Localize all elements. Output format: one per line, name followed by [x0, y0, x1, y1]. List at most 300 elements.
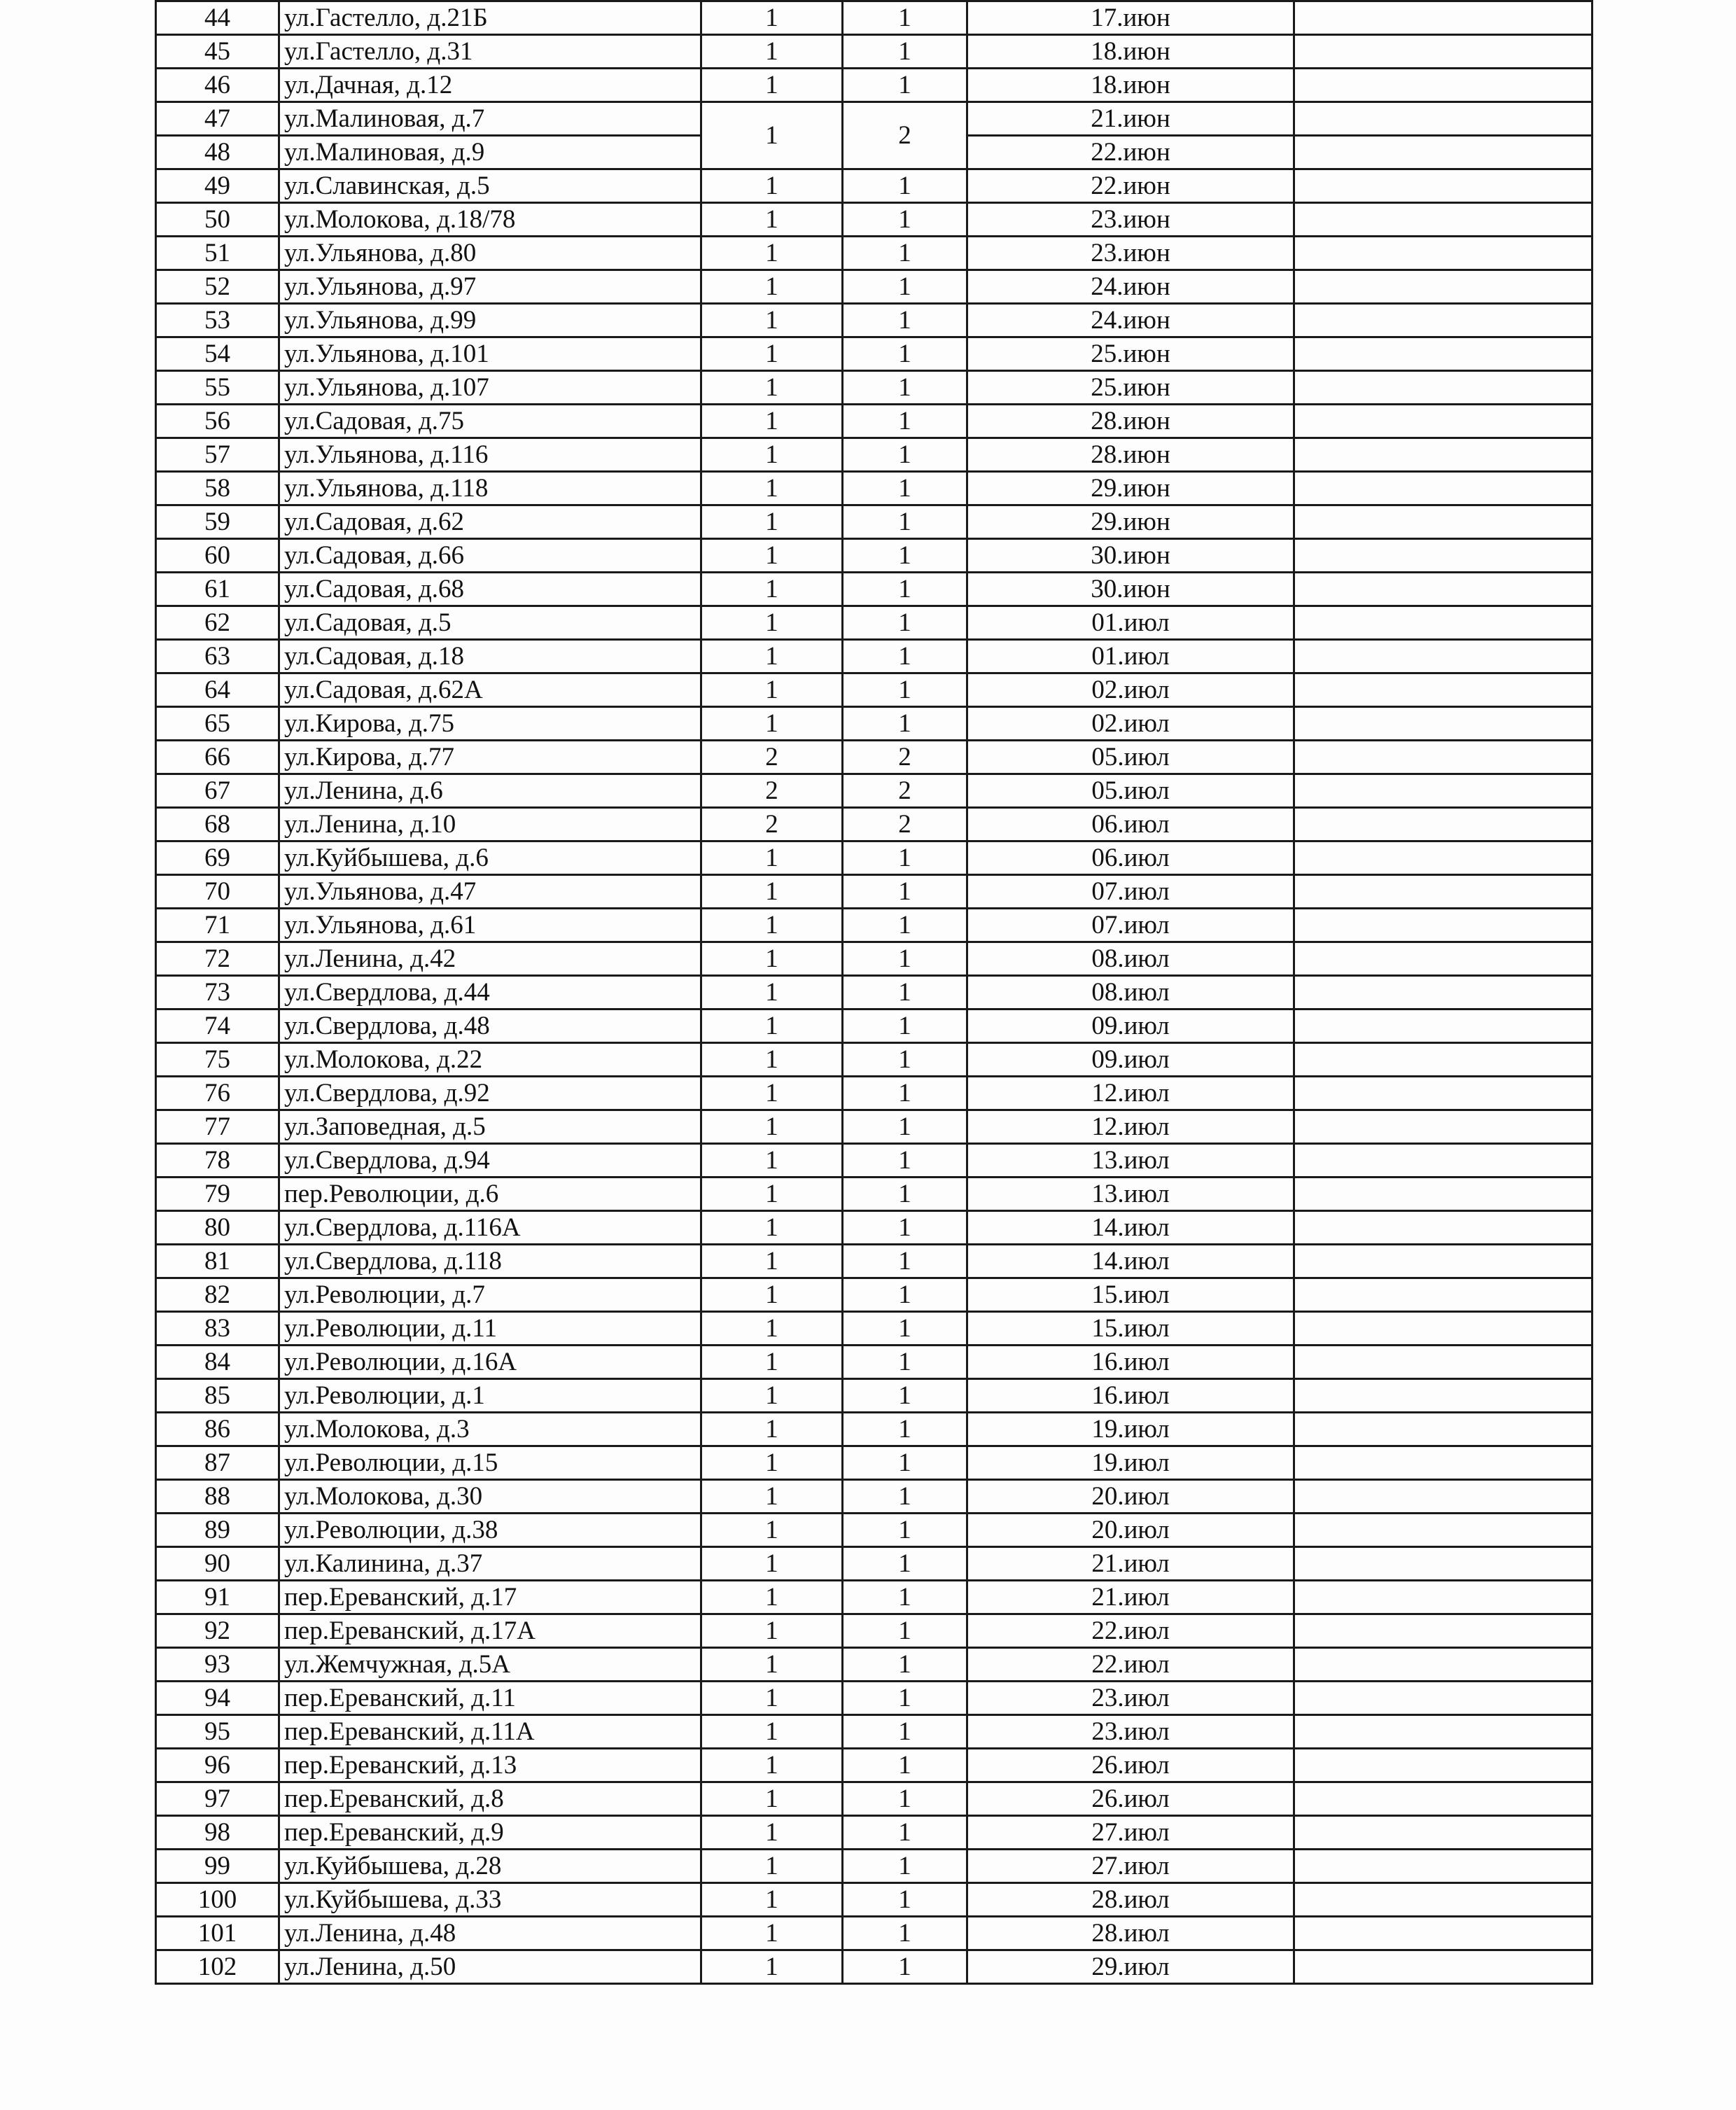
date-cell: 26.июл [967, 1782, 1294, 1816]
empty-cell [1294, 102, 1592, 136]
count-a-cell: 1 [701, 1009, 843, 1043]
count-b-cell: 1 [843, 169, 967, 203]
count-b-cell: 1 [843, 1211, 967, 1245]
count-a-cell: 1 [701, 942, 843, 976]
table-row [156, 606, 1592, 640]
date-cell: 16.июл [967, 1346, 1294, 1379]
table-row [156, 1850, 1592, 1883]
date-cell: 05.июл [967, 774, 1294, 808]
count-b-cell: 1 [843, 472, 967, 505]
address-cell: ул.Революции, д.11 [279, 1312, 701, 1346]
empty-cell [1294, 1782, 1592, 1816]
count-b-cell: 1 [843, 1682, 967, 1715]
count-a-cell: 1 [701, 1749, 843, 1782]
address-cell: пер.Ереванский, д.13 [279, 1749, 701, 1782]
count-a-cell: 1 [701, 1850, 843, 1883]
table-row [156, 1245, 1592, 1278]
date-cell: 18.июн [967, 35, 1294, 69]
table-row [156, 1547, 1592, 1581]
row-number-cell: 51 [156, 237, 279, 270]
address-cell: ул.Калинина, д.37 [279, 1547, 701, 1581]
count-a-cell: 1 [701, 1178, 843, 1211]
table-row [156, 1278, 1592, 1312]
date-cell: 23.июл [967, 1682, 1294, 1715]
empty-cell [1294, 774, 1592, 808]
table-row [156, 1144, 1592, 1178]
count-a-cell: 1 [701, 1413, 843, 1446]
address-cell: ул.Ульянова, д.107 [279, 371, 701, 405]
count-a-cell: 1 [701, 1245, 843, 1278]
date-cell: 20.июл [967, 1514, 1294, 1547]
empty-cell [1294, 1178, 1592, 1211]
empty-cell [1294, 1648, 1592, 1682]
table-row [156, 371, 1592, 405]
row-number-cell: 87 [156, 1446, 279, 1480]
date-cell: 27.июл [967, 1816, 1294, 1850]
count-a-cell: 1 [701, 1278, 843, 1312]
table-row [156, 1581, 1592, 1614]
table-row [156, 741, 1592, 774]
table-row [156, 1514, 1592, 1547]
count-a-cell: 1 [701, 1682, 843, 1715]
count-b-cell: 1 [843, 976, 967, 1009]
row-number-cell: 77 [156, 1110, 279, 1144]
count-a-cell: 1 [701, 69, 843, 102]
date-cell: 12.июл [967, 1077, 1294, 1110]
row-number-cell: 48 [156, 136, 279, 169]
count-a-cell: 1 [701, 1648, 843, 1682]
count-b-cell: 2 [843, 741, 967, 774]
address-cell: пер.Ереванский, д.8 [279, 1782, 701, 1816]
address-cell: ул.Садовая, д.75 [279, 405, 701, 438]
empty-cell [1294, 606, 1592, 640]
count-a-cell: 1 [701, 1110, 843, 1144]
table-row [156, 102, 1592, 136]
address-cell: пер.Ереванский, д.11 [279, 1682, 701, 1715]
table-row [156, 1446, 1592, 1480]
address-cell: ул.Свердлова, д.94 [279, 1144, 701, 1178]
address-cell: ул.Жемчужная, д.5А [279, 1648, 701, 1682]
count-a-cell: 1 [701, 1917, 843, 1950]
date-cell: 27.июл [967, 1850, 1294, 1883]
address-cell: ул.Свердлова, д.48 [279, 1009, 701, 1043]
count-a-cell: 1 [701, 237, 843, 270]
address-cell: пер.Ереванский, д.9 [279, 1816, 701, 1850]
count-a-cell: 2 [701, 741, 843, 774]
address-cell: ул.Ульянова, д.118 [279, 472, 701, 505]
row-number-cell: 90 [156, 1547, 279, 1581]
table-row [156, 1413, 1592, 1446]
count-b-cell: 1 [843, 1144, 967, 1178]
table-row [156, 1312, 1592, 1346]
count-a-cell: 1 [701, 505, 843, 539]
row-number-cell: 68 [156, 808, 279, 841]
date-cell: 28.июн [967, 438, 1294, 472]
date-cell: 16.июл [967, 1379, 1294, 1413]
count-a-cell: 1 [701, 438, 843, 472]
address-cell: ул.Малиновая, д.7 [279, 102, 701, 136]
count-b-cell: 1 [843, 35, 967, 69]
empty-cell [1294, 69, 1592, 102]
count-b-cell: 1 [843, 1816, 967, 1850]
address-cell: пер.Ереванский, д.11А [279, 1715, 701, 1749]
count-b-cell: 1 [843, 1110, 967, 1144]
table-row [156, 405, 1592, 438]
date-cell: 29.июл [967, 1950, 1294, 1984]
table-row [156, 1, 1592, 35]
count-b-cell: 1 [843, 1883, 967, 1917]
row-number-cell: 61 [156, 573, 279, 606]
count-a-cell: 1 [701, 707, 843, 741]
address-cell: ул.Революции, д.38 [279, 1514, 701, 1547]
date-cell: 21.июн [967, 102, 1294, 136]
table-row [156, 1648, 1592, 1682]
date-cell: 09.июл [967, 1043, 1294, 1077]
count-a-cell: 1 [701, 909, 843, 942]
table-row [156, 573, 1592, 606]
schedule-table [155, 0, 1593, 1985]
table-row [156, 942, 1592, 976]
address-cell: ул.Малиновая, д.9 [279, 136, 701, 169]
date-cell: 15.июл [967, 1312, 1294, 1346]
address-cell: ул.Ленина, д.50 [279, 1950, 701, 1984]
count-a-cell: 1 [701, 539, 843, 573]
count-b-cell: 1 [843, 841, 967, 875]
row-number-cell: 56 [156, 405, 279, 438]
table-row [156, 203, 1592, 237]
date-cell: 21.июл [967, 1547, 1294, 1581]
date-cell: 06.июл [967, 841, 1294, 875]
count-b-cell: 1 [843, 1782, 967, 1816]
row-number-cell: 50 [156, 203, 279, 237]
date-cell: 30.июн [967, 539, 1294, 573]
date-cell: 14.июл [967, 1211, 1294, 1245]
count-b-cell: 1 [843, 942, 967, 976]
empty-cell [1294, 808, 1592, 841]
address-cell: ул.Садовая, д.68 [279, 573, 701, 606]
address-cell: ул.Славинская, д.5 [279, 169, 701, 203]
count-a-cell: 1 [701, 270, 843, 304]
address-cell: ул.Молокова, д.18/78 [279, 203, 701, 237]
count-a-cell: 1 [701, 304, 843, 337]
count-b-cell: 1 [843, 1043, 967, 1077]
address-cell: ул.Ульянова, д.97 [279, 270, 701, 304]
date-cell: 02.июл [967, 707, 1294, 741]
empty-cell [1294, 505, 1592, 539]
empty-cell [1294, 707, 1592, 741]
date-cell: 26.июл [967, 1749, 1294, 1782]
empty-cell [1294, 1346, 1592, 1379]
row-number-cell: 80 [156, 1211, 279, 1245]
row-number-cell: 64 [156, 673, 279, 707]
row-number-cell: 57 [156, 438, 279, 472]
count-b-cell: 1 [843, 909, 967, 942]
count-a-cell: 2 [701, 774, 843, 808]
count-a-cell: 1 [701, 405, 843, 438]
row-number-cell: 83 [156, 1312, 279, 1346]
count-a-cell: 1 [701, 1144, 843, 1178]
table-row [156, 505, 1592, 539]
address-cell: ул.Революции, д.1 [279, 1379, 701, 1413]
count-a-cell: 1 [701, 472, 843, 505]
address-cell: ул.Свердлова, д.118 [279, 1245, 701, 1278]
date-cell: 29.июн [967, 472, 1294, 505]
address-cell: ул.Свердлова, д.44 [279, 976, 701, 1009]
address-cell: ул.Садовая, д.66 [279, 539, 701, 573]
count-b-cell: 1 [843, 203, 967, 237]
address-cell: пер.Ереванский, д.17 [279, 1581, 701, 1614]
date-cell: 24.июн [967, 270, 1294, 304]
address-cell: ул.Ленина, д.42 [279, 942, 701, 976]
count-b-cell: 1 [843, 1009, 967, 1043]
row-number-cell: 69 [156, 841, 279, 875]
date-cell: 30.июн [967, 573, 1294, 606]
table-row [156, 472, 1592, 505]
row-number-cell: 67 [156, 774, 279, 808]
row-number-cell: 66 [156, 741, 279, 774]
row-number-cell: 97 [156, 1782, 279, 1816]
count-a-cell: 1 [701, 1211, 843, 1245]
date-cell: 19.июл [967, 1413, 1294, 1446]
count-a-cell: 1 [701, 337, 843, 371]
count-a-cell: 1 [701, 875, 843, 909]
date-cell: 22.июн [967, 136, 1294, 169]
row-number-cell: 98 [156, 1816, 279, 1850]
count-b-cell: 1 [843, 1547, 967, 1581]
date-cell: 02.июл [967, 673, 1294, 707]
count-b-cell: 1 [843, 606, 967, 640]
count-b-cell: 1 [843, 1917, 967, 1950]
count-b-cell: 1 [843, 1077, 967, 1110]
empty-cell [1294, 976, 1592, 1009]
row-number-cell: 92 [156, 1614, 279, 1648]
row-number-cell: 96 [156, 1749, 279, 1782]
count-a-cell: 1 [701, 1346, 843, 1379]
table-row [156, 237, 1592, 270]
count-a-cell: 1 [701, 1950, 843, 1984]
empty-cell [1294, 1211, 1592, 1245]
row-number-cell: 74 [156, 1009, 279, 1043]
empty-cell [1294, 203, 1592, 237]
count-a-cell: 1 [701, 573, 843, 606]
row-number-cell: 101 [156, 1917, 279, 1950]
row-number-cell: 46 [156, 69, 279, 102]
count-b-cell: 1 [843, 1379, 967, 1413]
count-b-cell: 1 [843, 1413, 967, 1446]
empty-cell [1294, 640, 1592, 673]
empty-cell [1294, 1312, 1592, 1346]
count-a-cell: 1 [701, 169, 843, 203]
address-cell: ул.Ленина, д.10 [279, 808, 701, 841]
date-cell: 20.июл [967, 1480, 1294, 1514]
count-a-cell: 1 [701, 1715, 843, 1749]
count-a-cell: 1 [701, 1547, 843, 1581]
address-cell: ул.Молокова, д.3 [279, 1413, 701, 1446]
row-number-cell: 44 [156, 1, 279, 35]
row-number-cell: 79 [156, 1178, 279, 1211]
empty-cell [1294, 270, 1592, 304]
table-row [156, 270, 1592, 304]
row-number-cell: 75 [156, 1043, 279, 1077]
row-number-cell: 49 [156, 169, 279, 203]
empty-cell [1294, 1009, 1592, 1043]
empty-cell [1294, 1446, 1592, 1480]
address-cell: ул.Садовая, д.62 [279, 505, 701, 539]
row-number-cell: 82 [156, 1278, 279, 1312]
row-number-cell: 94 [156, 1682, 279, 1715]
empty-cell [1294, 1043, 1592, 1077]
address-cell: ул.Ленина, д.48 [279, 1917, 701, 1950]
empty-cell [1294, 1950, 1592, 1984]
table-row [156, 304, 1592, 337]
row-number-cell: 102 [156, 1950, 279, 1984]
count-a-cell: 1 [701, 606, 843, 640]
row-number-cell: 84 [156, 1346, 279, 1379]
empty-cell [1294, 741, 1592, 774]
empty-cell [1294, 1850, 1592, 1883]
date-cell: 17.июн [967, 1, 1294, 35]
date-cell: 12.июл [967, 1110, 1294, 1144]
row-number-cell: 99 [156, 1850, 279, 1883]
count-b-cell: 1 [843, 1178, 967, 1211]
table-row [156, 707, 1592, 741]
empty-cell [1294, 1682, 1592, 1715]
count-b-cell: 1 [843, 1446, 967, 1480]
empty-cell [1294, 1917, 1592, 1950]
table-row [156, 1917, 1592, 1950]
count-a-cell: 1 [701, 673, 843, 707]
empty-cell [1294, 1379, 1592, 1413]
row-number-cell: 58 [156, 472, 279, 505]
date-cell: 13.июл [967, 1144, 1294, 1178]
count-b-cell: 1 [843, 1850, 967, 1883]
address-cell: ул.Садовая, д.62А [279, 673, 701, 707]
date-cell: 22.июл [967, 1648, 1294, 1682]
date-cell: 23.июн [967, 237, 1294, 270]
row-number-cell: 47 [156, 102, 279, 136]
address-cell: ул.Ульянова, д.80 [279, 237, 701, 270]
address-cell: ул.Садовая, д.18 [279, 640, 701, 673]
table-row [156, 1346, 1592, 1379]
empty-cell [1294, 304, 1592, 337]
count-b-cell: 1 [843, 1749, 967, 1782]
table-row [156, 1211, 1592, 1245]
count-b-cell: 1 [843, 707, 967, 741]
count-b-cell: 1 [843, 438, 967, 472]
row-number-cell: 45 [156, 35, 279, 69]
count-a-cell: 1 [701, 1614, 843, 1648]
date-cell: 15.июл [967, 1278, 1294, 1312]
row-number-cell: 55 [156, 371, 279, 405]
row-number-cell: 71 [156, 909, 279, 942]
row-number-cell: 93 [156, 1648, 279, 1682]
table-row [156, 808, 1592, 841]
date-cell: 28.июн [967, 405, 1294, 438]
table-row [156, 1077, 1592, 1110]
count-b-cell: 2 [843, 102, 967, 169]
count-b-cell: 1 [843, 405, 967, 438]
table-row [156, 640, 1592, 673]
date-cell: 21.июл [967, 1581, 1294, 1614]
table-row [156, 1715, 1592, 1749]
schedule-table-body [156, 1, 1592, 1984]
empty-cell [1294, 1581, 1592, 1614]
count-b-cell: 1 [843, 1950, 967, 1984]
row-number-cell: 52 [156, 270, 279, 304]
address-cell: ул.Ульянова, д.99 [279, 304, 701, 337]
address-cell: ул.Революции, д.15 [279, 1446, 701, 1480]
table-row [156, 1950, 1592, 1984]
count-a-cell: 2 [701, 808, 843, 841]
table-row [156, 875, 1592, 909]
count-a-cell: 1 [701, 1816, 843, 1850]
date-cell: 01.июл [967, 606, 1294, 640]
table-row [156, 1178, 1592, 1211]
address-cell: пер.Революции, д.6 [279, 1178, 701, 1211]
date-cell: 25.июн [967, 371, 1294, 405]
table-row [156, 1614, 1592, 1648]
row-number-cell: 95 [156, 1715, 279, 1749]
address-cell: ул.Кирова, д.77 [279, 741, 701, 774]
address-cell: ул.Гастелло, д.21Б [279, 1, 701, 35]
count-b-cell: 1 [843, 1581, 967, 1614]
count-a-cell: 1 [701, 35, 843, 69]
row-number-cell: 70 [156, 875, 279, 909]
table-row [156, 337, 1592, 371]
date-cell: 18.июн [967, 69, 1294, 102]
count-b-cell: 1 [843, 1278, 967, 1312]
count-b-cell: 1 [843, 1480, 967, 1514]
date-cell: 28.июл [967, 1883, 1294, 1917]
table-row [156, 1110, 1592, 1144]
date-cell: 13.июл [967, 1178, 1294, 1211]
table-row [156, 774, 1592, 808]
count-a-cell: 1 [701, 203, 843, 237]
date-cell: 25.июн [967, 337, 1294, 371]
address-cell: ул.Садовая, д.5 [279, 606, 701, 640]
empty-cell [1294, 942, 1592, 976]
empty-cell [1294, 539, 1592, 573]
count-a-cell: 1 [701, 976, 843, 1009]
address-cell: ул.Ульянова, д.101 [279, 337, 701, 371]
row-number-cell: 86 [156, 1413, 279, 1446]
address-cell: ул.Молокова, д.22 [279, 1043, 701, 1077]
count-a-cell: 1 [701, 371, 843, 405]
address-cell: ул.Ульянова, д.116 [279, 438, 701, 472]
row-number-cell: 62 [156, 606, 279, 640]
row-number-cell: 85 [156, 1379, 279, 1413]
row-number-cell: 91 [156, 1581, 279, 1614]
address-cell: ул.Революции, д.7 [279, 1278, 701, 1312]
count-b-cell: 1 [843, 1245, 967, 1278]
date-cell: 05.июл [967, 741, 1294, 774]
count-a-cell: 1 [701, 1883, 843, 1917]
empty-cell [1294, 1547, 1592, 1581]
empty-cell [1294, 1077, 1592, 1110]
count-b-cell: 1 [843, 371, 967, 405]
row-number-cell: 72 [156, 942, 279, 976]
address-cell: ул.Революции, д.16А [279, 1346, 701, 1379]
empty-cell [1294, 1715, 1592, 1749]
table-row [156, 69, 1592, 102]
count-b-cell: 1 [843, 673, 967, 707]
row-number-cell: 53 [156, 304, 279, 337]
empty-cell [1294, 1480, 1592, 1514]
count-a-cell: 1 [701, 102, 843, 169]
table-row [156, 169, 1592, 203]
count-b-cell: 1 [843, 875, 967, 909]
empty-cell [1294, 169, 1592, 203]
